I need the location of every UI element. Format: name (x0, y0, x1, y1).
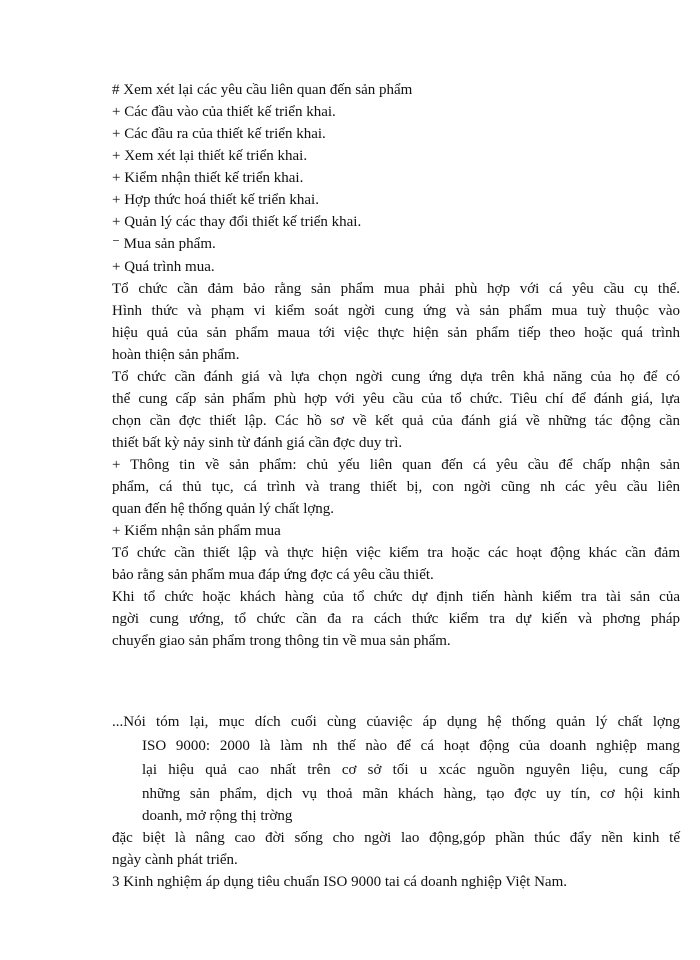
paragraph-line: thiết bất kỳ nảy sinh từ đánh giá cần đợc duy trì. (112, 435, 403, 451)
paragraph-line: chọn cần đợc thiết lập. Các hồ sơ về kết quả của đánh giá về những tác động cần (112, 413, 680, 429)
list-item: + Kiểm nhận thiết kế triển khai. (112, 170, 304, 186)
paragraph-line: Tổ chức cần thiết lập và thực hiện việc kiểm tra hoặc các hoạt động khác cần đảm (112, 545, 680, 561)
list-item: + Kiểm nhận sản phẩm mua (112, 523, 281, 539)
list-item: + Quản lý các thay đổi thiết kế triển khai. (112, 214, 362, 230)
paragraph-line: bảo rằng sản phẩm mua đáp ứng đợc cá yêu cầu thiết. (112, 567, 434, 583)
list-item: + Các đầu ra của thiết kế triển khai. (112, 126, 326, 142)
summary-line: ngày cành phát triển. (112, 852, 238, 868)
paragraph-line: hoàn thiện sản phẩm. (112, 347, 240, 363)
list-item: + Xem xét lại thiết kế triển khai. (112, 148, 308, 164)
paragraph-line: ngời cung ướng, tổ chức cần đa ra cách thức kiểm tra dự kiến và phơng pháp (112, 611, 680, 627)
paragraph-line: Khi tổ chức hoặc khách hàng của tổ chức dự định tiến hành kiểm tra tài sản của (112, 589, 680, 605)
paragraph-line: Tổ chức cần đảm bảo rằng sản phẩm mua phải phù hợp với cá yêu cầu cụ thể. (112, 281, 680, 297)
section-heading: # Xem xét lại các yêu cầu liên quan đến sản phẩm (112, 82, 413, 98)
paragraph-line: thể cung cấp sản phẩm phù hợp với yêu cầu của tổ chức. Tiêu chí để đánh giá, lựa (112, 391, 680, 407)
paragraph-line: quan đến hệ thống quản lý chất lợng. (112, 501, 335, 517)
list-item: ⁻ Mua sản phẩm. (112, 236, 216, 252)
summary-line: ...Nói tóm lại, mục dích cuối cùng củaviệc áp dụng hệ thống quản lý chất lợng (112, 714, 680, 730)
list-item: + Quá trình mua. (112, 259, 215, 275)
section-heading: 3 Kinh nghiệm áp dụng tiêu chuẩn ISO 9000 tai cá doanh nghiệp Việt Nam. (112, 874, 567, 890)
summary-line: lại hiệu quả cao nhất trên cơ sở tối u xcác nguồn nguyên liệu, cung cấp (142, 762, 680, 778)
paragraph-line: Tổ chức cần đánh giá và lựa chọn ngời cung ứng dựa trên khả năng của họ để có (112, 369, 680, 385)
paragraph-line: + Thông tin về sản phẩm: chủ yếu liên quan đến cá yêu cầu để chấp nhận sản (112, 457, 680, 473)
paragraph-line: chuyển giao sản phẩm trong thông tin về mua sản phẩm. (112, 633, 451, 649)
list-item: + Các đầu vào của thiết kế triển khai. (112, 104, 336, 120)
paragraph-line: Hình thức và phạm vi kiểm soát ngời cung ứng và sản phẩm mua tuỳ thuộc vào (112, 303, 680, 319)
summary-line: những sản phẩm, dịch vụ thoả mãn khách hàng, tạo đợc uy tín, cơ hội kinh (142, 786, 680, 802)
summary-line: ISO 9000: 2000 là làm nh thế nào để cá hoạt động của doanh nghiệp mang (142, 738, 680, 754)
summary-line: doanh, mở rộng thị trờng (142, 808, 293, 824)
list-item: + Hợp thức hoá thiết kế triển khai. (112, 192, 319, 208)
paragraph-line: hiệu quả của sản phẩm maua tới việc thực hiện sản phẩm tiếp theo hoặc quá trình (112, 325, 680, 341)
summary-line: đặc biệt là nâng cao đời sống cho ngời lao động,góp phần thúc đẩy nền kinh tế (112, 830, 680, 846)
paragraph-line: phẩm, cá thủ tục, cá trình và trang thiết bị, con ngời cũng nh các yêu cầu liên (112, 479, 680, 495)
